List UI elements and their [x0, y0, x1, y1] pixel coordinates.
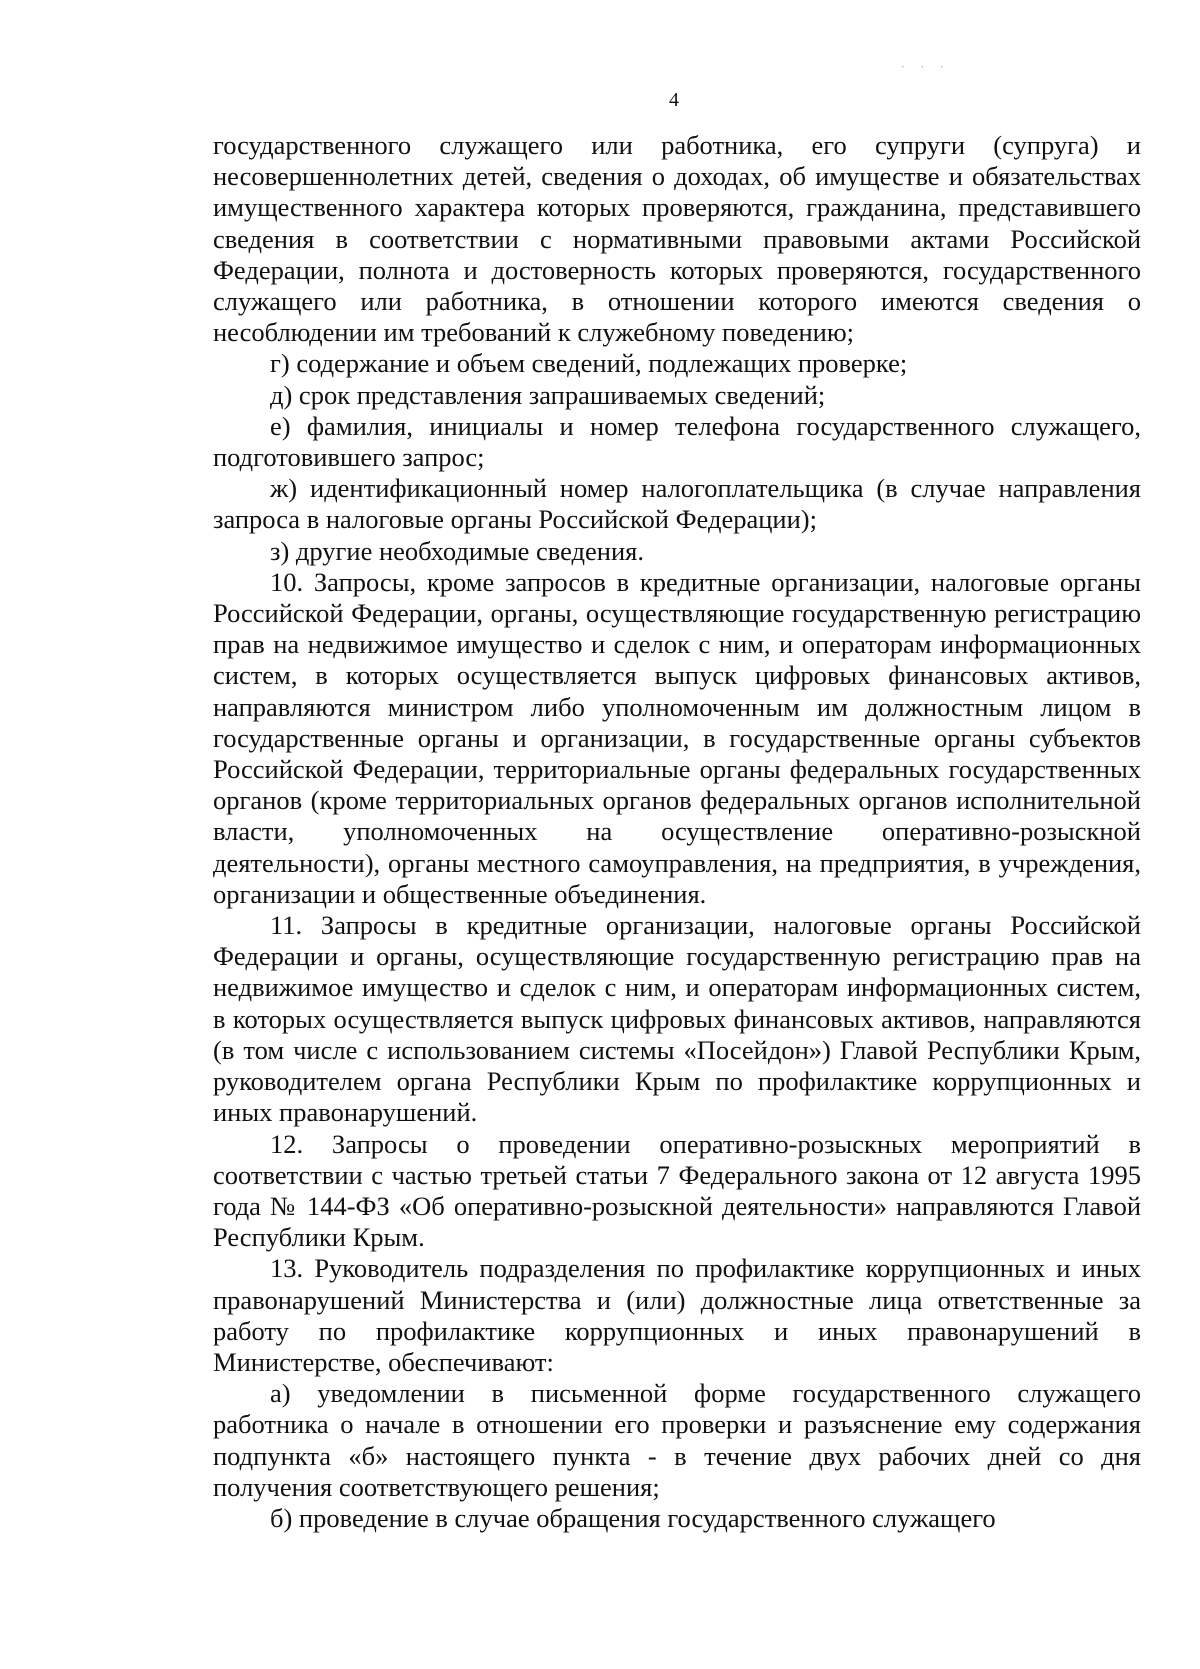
paragraph-item-d: д) срок представления запрашиваемых сведений; [270, 379, 826, 410]
paragraph-item-z: з) другие необходимые сведения. [270, 535, 644, 566]
page-number: 4 [669, 89, 679, 111]
scan-artifact: · · · [900, 60, 950, 74]
document-body [213, 130, 1141, 1534]
paragraph-item-e: е) фамилия, инициалы и номер телефона государственного служащего, подготовившего запрос; [213, 410, 1141, 473]
paragraph-11: 11. Запросы в кредитные организации, налоговые органы Российской Федерации и органы, осуществляющие государственную регистрацию прав на недвижимое имущество и сделок с ним, и операторам информационных систем, в которых осуществляется выпуск цифровых финансовых активов, направляются (в том числе с использованием системы «Посейдон») Главой Республики Крым, руководителем органа Республики Крым по профилактике коррупционных и иных правонарушений. [213, 910, 1141, 1128]
paragraph-13: 13. Руководитель подразделения по профилактике коррупционных и иных правонарушений Министерства и (или) должностные лица ответственные за работу по профилактике коррупционных и иных правонарушений в Министерстве, обеспечивают: [213, 1253, 1141, 1377]
paragraph-continuation: государственного служащего или работника, его супруги (супруга) и несовершеннолетних детей, сведения о доходах, об имуществе и обязательствах имущественного характера которых проверяются, гражданина, представившего сведения в соответствии с нормативными правовыми актами Российской Федерации, полнота и достоверность которых проверяются, государственного служащего или работника, в отношении которого имеются сведения о несоблюдении им требований к служебному поведению; [213, 130, 1141, 348]
paragraph-item-g: г) содержание и объем сведений, подлежащих проверке; [270, 348, 908, 379]
paragraph-10: 10. Запросы, кроме запросов в кредитные организации, налоговые органы Российской Федерации, органы, осуществляющие государственную регистрацию прав на недвижимое имущество и сделок с ним, и операторам информационных систем, в которых осуществляется выпуск цифровых финансовых активов, направляются министром либо уполномоченным им должностным лицом в государственные органы и организации, в государственные органы субъектов Российской Федерации, территориальные органы федеральных государственных органов (кроме территориальных органов федеральных органов исполнительной власти, уполномоченных на осуществление оперативно-розыскной деятельности), органы местного самоуправления, на предприятия, в учреждения, организации и общественные объединения. [213, 566, 1141, 909]
paragraph-13-item-b: б) проведение в случае обращения государственного служащего [270, 1502, 996, 1533]
paragraph-12: 12. Запросы о проведении оперативно-розыскных мероприятий в соответствии с частью третьей статьи 7 Федерального закона от 12 августа 1995 года № 144-ФЗ «Об оперативно-розыскной деятельности» направляются Главой Республики Крым. [213, 1128, 1141, 1253]
paragraph-item-zh: ж) идентификационный номер налогоплательщика (в случае направления запроса в налоговые органы Российской Федерации); [213, 473, 1141, 535]
paragraph-13-item-a: а) уведомлении в письменной форме государственного служащего работника о начале в отношении его проверки и разъяснение ему содержания подпункта «б» настоящего пункта - в течение двух рабочих дней со дня получения соответствующего решения; [213, 1378, 1141, 1502]
